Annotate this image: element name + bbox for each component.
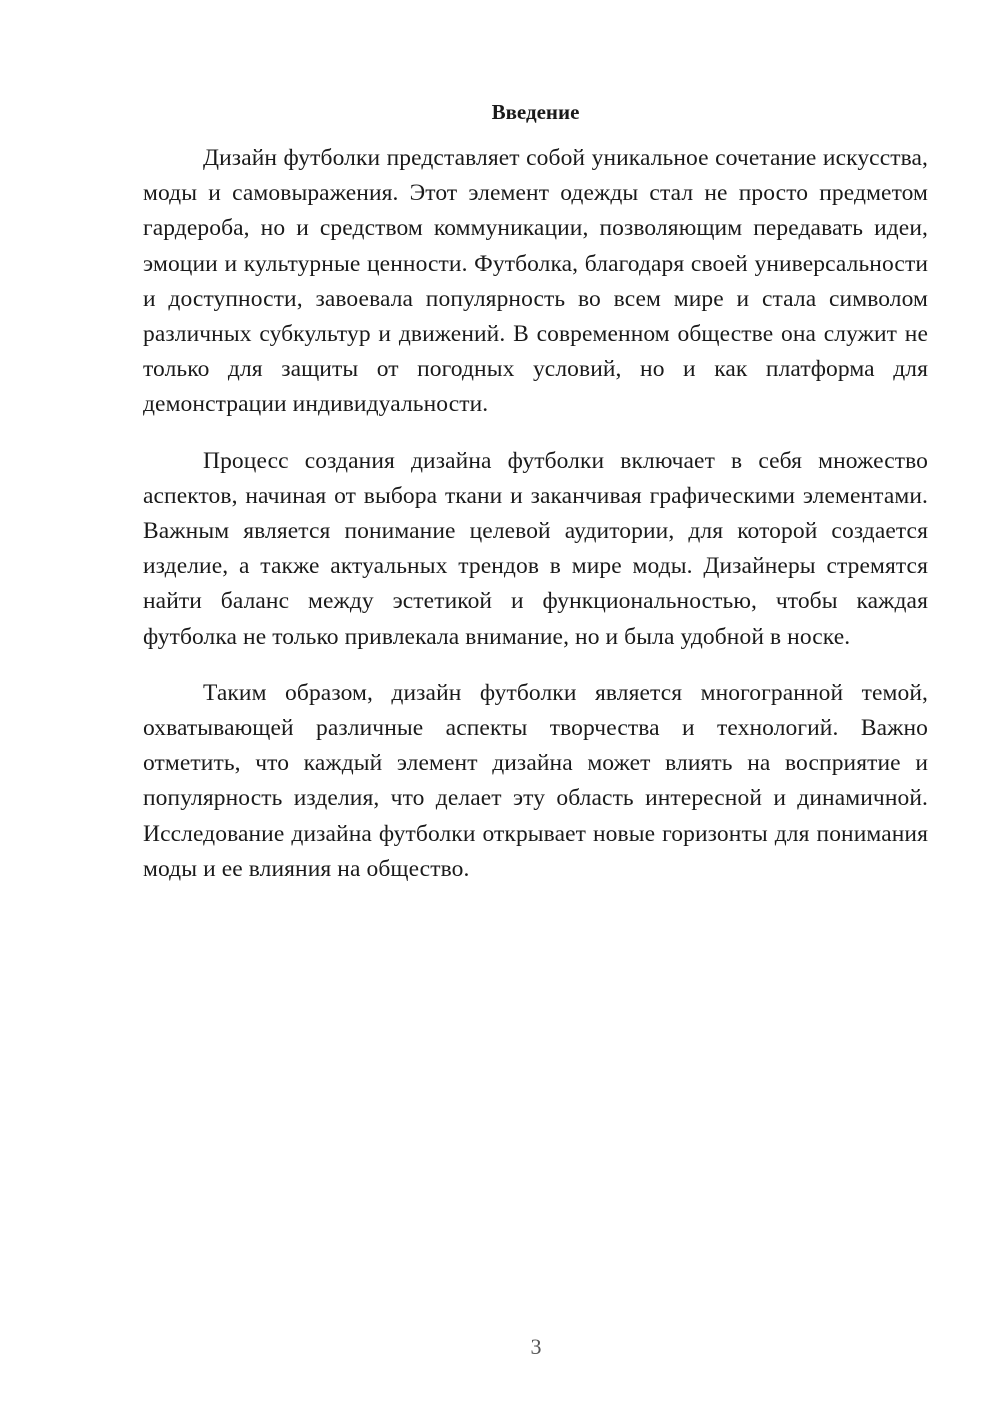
paragraph-2: Процесс создания дизайна футболки включает в себя множество аспектов, начиная от выбора ткани и заканчивая графическими элементами. Важным является понимание целевой аудитории, для которой создается изделие, а также актуальных трендов в мире моды. Дизайнеры стремятся найти баланс между эстетикой и функциональностью, чтобы каждая футболка не только привлекала внимание, но и была удобной в носке.	[143, 447, 928, 650]
paragraph-1: Дизайн футболки представляет собой уникальное сочетание искусства, моды и самовыражения. Этот элемент одежды стал не просто предметом гардероба, но и средством коммуникации, позволяющим передавать идеи, эмоции и культурные ценности. Футболка, благодаря своей универсальности и доступности, завоевала популярность во всем мире и стала символом различных субкультур и движений. В современном обществе она служит не только для защиты от погодных условий, но и как платформа для демонстрации индивидуальности.	[143, 145, 928, 418]
body-text	[143, 141, 928, 908]
section-heading: Введение	[491, 100, 580, 124]
page-number: 3	[530, 1334, 542, 1359]
paragraph-3: Таким образом, дизайн футболки является многогранной темой, охватывающей различные аспекты творчества и технологий. Важно отметить, что каждый элемент дизайна может влиять на восприятие и популярность изделия, что делает эту область интересной и динамичной. Исследование дизайна футболки открывает новые горизонты для понимания моды и ее влияния на общество.	[143, 679, 928, 882]
